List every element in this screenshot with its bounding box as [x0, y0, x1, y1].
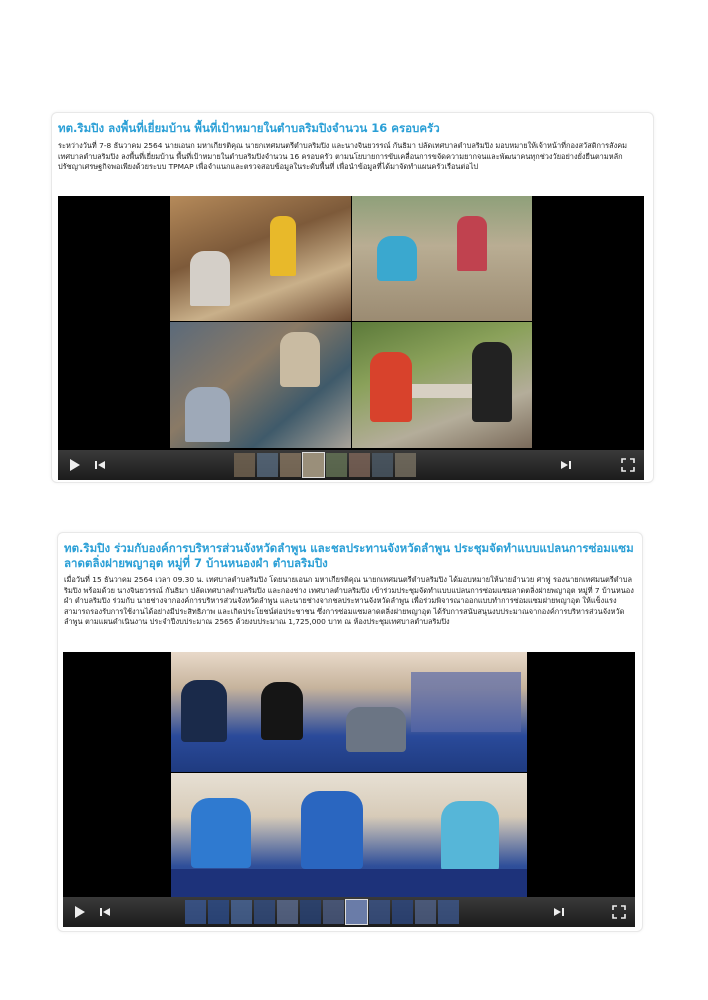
thumbnail[interactable] [369, 900, 390, 924]
news-card-2 [57, 532, 643, 932]
thumbnail[interactable] [349, 453, 370, 477]
thumbnail[interactable] [326, 453, 347, 477]
thumbnail[interactable] [234, 453, 255, 477]
thumbnail-active[interactable] [303, 453, 324, 477]
slideshow-controls-1 [58, 450, 644, 480]
thumbnail[interactable] [231, 900, 252, 924]
news-body-2: เมื่อวันที่ 15 ธันวาคม 2564 เวลา 09.30 น. เทศบาลตำบลริมปิง โดยนายเอนก มหาเกียรติคุณ นายกเทศมนตรีตำบลริมปิง ได้มอบหมายให้นายอำนวย ศาฟู รองนายกเทศมนตรีตำบลริมปิง พร้อมด้วย นางจินยวรรณ์ กันธิมา ปลัดเทศบาลตำบลริมปิง และกองช่าง เทศบาลตำบลริมปิง เข้าร่วมประชุมจัดทำแบบแปลนการซ่อมแซมลาดตลิ่งฝายพญาอุต หมู่ที่ 7 บ้านหนองผำ ตำบลริมปิง ร่วมกับ นายช่างจากองค์การบริหารส่วนจังหวัดลำพูน และนายช่างจากชลประทานจังหวัดลำพูน เพื่อร่วมพิจารณาออกแบบทำการซ่อมแซมฝายพญาอุต ให้แข็งแรง สามารถรองรับการใช้งานได้อย่างมีประสิทธิภาพ และเกิดประโยชน์ต่อประชาชน ซึ่งการซ่อมแซมลาดตลิ่งฝายพญาอุต ได้รับการสนับสนุนงบประมาณจากองค์การบริหารส่วนจังหวัดลำพูน ตามแผนดำเนินงาน ประจำปีงบประมาณ 2565 ด้วยงบประมาณ 1,725,000 บาท ณ ห้องประชุมเทศบาลตำบลริมปิง [64, 575, 634, 627]
skip-next-icon[interactable] [551, 904, 567, 920]
home-visit-photo-2 [352, 196, 532, 321]
thumbnail-strip-1 [234, 453, 416, 477]
play-icon[interactable] [71, 904, 87, 920]
thumbnail[interactable] [438, 900, 459, 924]
thumbnail[interactable] [415, 900, 436, 924]
thumbnail[interactable] [300, 900, 321, 924]
news-card-1 [51, 112, 654, 483]
thumbnail[interactable] [323, 900, 344, 924]
slideshow-controls-2 [63, 897, 635, 927]
thumbnail[interactable] [254, 900, 275, 924]
thumbnail[interactable] [392, 900, 413, 924]
thumbnail-active[interactable] [346, 900, 367, 924]
skip-previous-icon[interactable] [97, 904, 113, 920]
thumbnail[interactable] [277, 900, 298, 924]
fullscreen-icon[interactable] [620, 457, 636, 473]
photo-slideshow-1[interactable] [58, 196, 644, 480]
thumbnail[interactable] [208, 900, 229, 924]
meeting-photo-2 [171, 773, 527, 897]
skip-next-icon[interactable] [558, 457, 574, 473]
news-title-1[interactable]: ทต.ริมปิง ลงพื้นที่เยี่ยมบ้าน พื้นที่เป้าหมายในตำบลริมปิงจำนวน 16 ครอบครัว [58, 121, 440, 135]
meeting-photo-1 [171, 652, 527, 772]
home-visit-photo-3 [170, 322, 351, 448]
thumbnail[interactable] [257, 453, 278, 477]
fullscreen-icon[interactable] [611, 904, 627, 920]
news-body-1: ระหว่างวันที่ 7-8 ธันวาคม 2564 นายเอนก มหาเกียรติคุณ นายกเทศมนตรีตำบลริมปิง และนางจินยวรรณ์ กันธิมา ปลัดเทศบาลตำบลริมปิง มอบหมายให้เจ้าหน้าที่กองสวัสดิการสังคมเทศบาลตำบลริมปิง ลงพื้นที่เยี่ยมบ้าน พื้นที่เป้าหมายในตำบลริมปิงจำนวน 16 ครอบครัว ตามนโยบายการขับเคลื่อนการขจัดความยากจนและพัฒนาคนทุกช่วงวัยอย่างยั่งยืนตามหลักปรัชญาเศรษฐกิจพอเพียงด้วยระบบ TPMAP เพื่อจำแนกและตรวจสอบข้อมูลในระดับพื้นที่ เพื่อนำข้อมูลที่ได้มาจัดทำแผนครัวเรือนต่อไป [58, 141, 628, 172]
photo-slideshow-2[interactable] [63, 652, 635, 927]
news-title-2[interactable]: ทต.ริมปิง ร่วมกับองค์การบริหารส่วนจังหวัดลำพูน และชลประทานจังหวัดลำพูน ประชุมจัดทำแบบแปลนการซ่อมแซมลาดตลิ่งฝายพญาอุต หมู่ที่ 7 บ้านหนองผำ ตำบลริมปิง [64, 541, 634, 570]
play-icon[interactable] [66, 457, 82, 473]
skip-previous-icon[interactable] [92, 457, 108, 473]
thumbnail[interactable] [280, 453, 301, 477]
thumbnail[interactable] [395, 453, 416, 477]
thumbnail-strip-2 [185, 900, 459, 924]
thumbnail[interactable] [372, 453, 393, 477]
home-visit-photo-4 [352, 322, 532, 448]
thumbnail[interactable] [185, 900, 206, 924]
home-visit-photo-1 [170, 196, 351, 321]
